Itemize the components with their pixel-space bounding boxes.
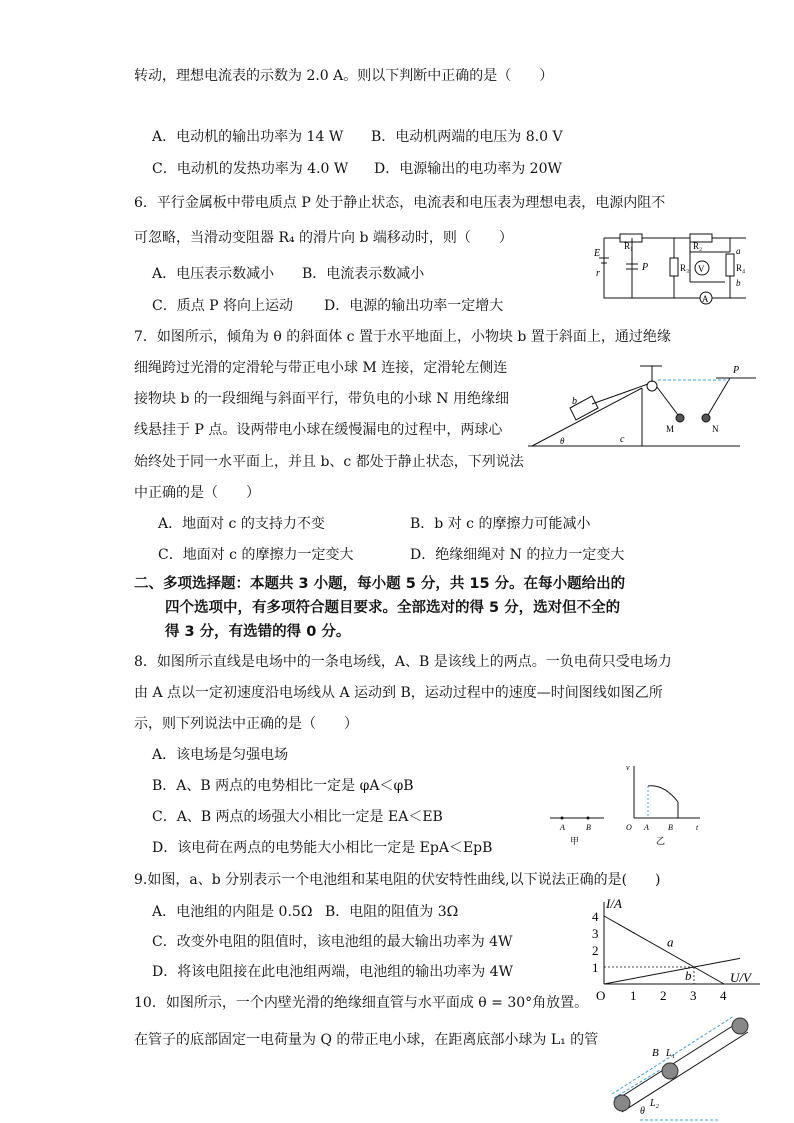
label-b: b [736,278,741,288]
caption-jia: 甲 [570,836,580,846]
option-d: D．将该电阻接在此电池组两端，电池组的输出功率为 4W [152,964,513,980]
y-tick-label: 4 [592,909,599,924]
question-7-stem: 线悬挂于 P 点。设两带电小球在缓慢漏电的过程中，两球心 [134,422,503,438]
label-m: M [666,424,675,434]
x-tick-label: 4 [720,988,727,1003]
x-tick-label: O [596,988,606,1003]
label-r3: R₃ [680,263,690,273]
x-axis-label: U/V [730,970,751,985]
label-a: A [560,823,565,832]
label-a: a [736,246,741,256]
label-l1: L₁ [666,1048,676,1059]
question-8-stem: 示，则下列说法中正确的是（ ） [134,716,358,732]
label-r4: R₄ [736,263,746,273]
question-7-stem: 细绳跨过光滑的定滑轮与带正电小球 M 连接，定滑轮左侧连 [134,360,508,376]
question-9-stem: 9.如图，a、b 分别表示一个电池组和某电阻的伏安特性曲线,以下说法正确的是( ) [134,872,661,888]
circuit-diagram [590,232,760,310]
question-7-stem: 中正确的是（ ） [134,485,260,501]
section-heading: 二、多项选择题：本题共 3 小题，每小题 5 分，共 15 分。在每小题给出的 [134,576,626,592]
option-a: A．电动机的输出功率为 14 W [152,129,344,145]
label-v: v [626,763,630,772]
tube-diagram [600,1008,760,1123]
incline-diagram [520,360,760,460]
option-d: D．该电荷在两点的电势能大小相比一定是 EpA＜EpB [152,840,493,856]
question-7-stem: 始终处于同一水平面上，并且 b、c 都处于静止状态，下列说法 [134,454,524,470]
section-heading: 四个选项中，有多项符合题目要求。全部选对的得 5 分，选对但不全的 [165,600,621,616]
label-r: r [596,268,600,279]
label-theta: θ [560,436,565,446]
label-o: O [626,823,632,832]
option-a: A．电压表示数减小 [152,266,275,282]
question-10-stem: 10．如图所示，一个内壁光滑的绝缘细直管与水平面成 θ = 30°角放置。 [134,995,589,1011]
option-b: B．b 对 c 的摩擦力可能减小 [410,516,591,532]
label-r2: R₂ [693,241,703,251]
label-p: P [733,365,740,376]
series-a-line [604,916,724,984]
label-n: N [712,424,719,434]
question-7-stem: 7．如图所示，倾角为 θ 的斜面体 c 置于水平地面上，小物块 b 置于斜面上，通过绝缘 [134,329,671,345]
caption-yi: 乙 [656,836,666,846]
series-b-label: b [685,967,692,983]
series-b-line [604,958,740,984]
option-c: C．电动机的发热功率为 4.0 W [152,161,349,177]
label-l2: L₂ [650,1098,660,1109]
question-6-stem: 可忽略，当滑动变阻器 R₄ 的滑片向 b 端移动时，则（ ） [134,230,513,246]
option-b: B．电阻的阻值为 3Ω [325,904,459,920]
question-10-stem: 在管子的底部固定一电荷量为 Q 的带正电小球，在距离底部小球为 L₁ 的管 [134,1032,599,1048]
y-tick-label: 3 [592,926,599,941]
label-b: b [572,396,577,407]
label-e: E [594,248,601,259]
x-tick-label: 3 [690,988,697,1003]
y-tick-label: 1 [592,960,599,975]
label-b: B [586,823,591,832]
iu-chart [588,896,768,1008]
option-a: A．电池组的内阻是 0.5Ω [152,904,313,920]
option-b: B．电流表示数减小 [302,266,425,282]
x-tick-label: 1 [630,988,637,1003]
option-a: A．该电场是匀强电场 [152,747,289,763]
option-c: C．A、B 两点的场强大小相比一定是 EA＜EB [152,809,443,825]
section-heading: 得 3 分，有选错的得 0 分。 [165,624,351,640]
label-b2: B [668,823,673,832]
option-b: B．电动机两端的电压为 8.0 V [371,129,563,145]
option-d: D．绝缘细绳对 N 的拉力一定变大 [410,547,625,563]
y-tick-group [592,909,599,975]
series-a-label: a [667,934,674,950]
x-tick-label: 2 [660,988,667,1003]
text-line: 转动，理想电流表的示数为 2.0 A。则以下判断中正确的是（ ） [134,68,554,84]
option-b: B．A、B 两点的电势相比一定是 φA＜φB [152,778,414,794]
x-tick-group [596,988,727,1003]
option-c: C．地面对 c 的摩擦力一定变大 [158,547,354,563]
label-theta: θ [640,1106,645,1117]
label-c: c [620,434,625,445]
label-r1: R₁ [624,241,634,251]
question-8-stem: 由 A 点以一定初速度沿电场线从 A 运动到 B，运动过程中的速度—时间图线如图乙所 [134,685,663,701]
label-t: t [696,823,699,832]
y-axis-label: I/A [606,896,622,911]
label-b: B [652,1047,659,1059]
question-8-stem: 8．如图所示直线是电场中的一条电场线，A、B 是该线上的两点。一负电荷只受电场力 [134,654,672,670]
option-d: D．电源输出的电功率为 20W [374,161,562,177]
field-vt-diagram [548,760,708,850]
option-c: C．质点 P 将向上运动 [152,298,294,314]
label-a2: A [644,823,649,832]
option-c: C．改变外电阻的阻值时，该电池组的最大输出功率为 4W [152,934,513,950]
ammeter-label: A [702,294,709,304]
label-p: P [642,262,649,273]
option-a: A．地面对 c 的支持力不变 [158,516,325,532]
question-7-stem: 接物块 b 的一段细绳与斜面平行，带负电的小球 N 用绝缘细 [134,391,510,407]
question-6-stem: 6．平行金属板中带电质点 P 处于静止状态，电流表和电压表为理想电表，电源内阻不 [134,195,666,211]
option-d: D．电源的输出功率一定增大 [324,298,504,314]
voltmeter-label: V [698,264,705,274]
y-tick-label: 2 [592,943,599,958]
